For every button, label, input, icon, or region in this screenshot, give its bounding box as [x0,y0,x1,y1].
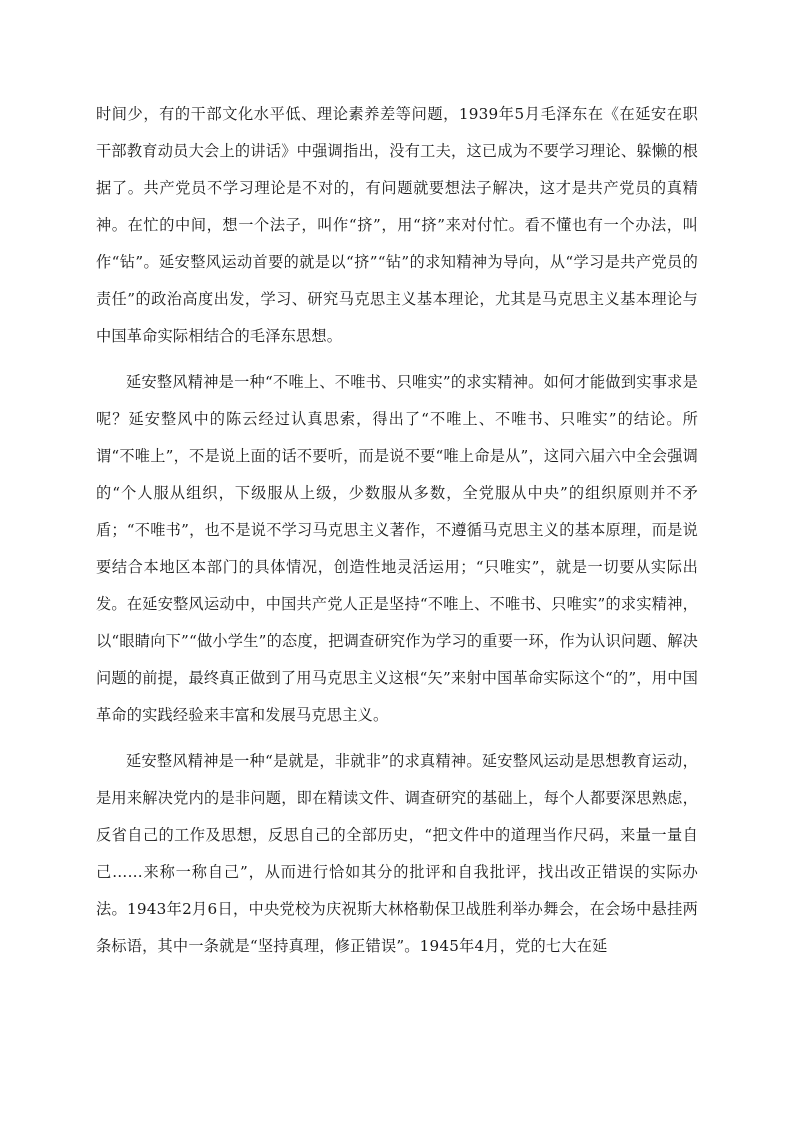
paragraph-seeking-truth-from-facts: 延安整风精神是一种“不唯上、不唯书、只唯实”的求实精神。如何才能做到实事求是呢？延安整风中的陈云经过认真思索，得出了“不唯上、不唯书、只唯实”的结论。所谓“不唯上”，不是说上面的话不要听，而是说不要“唯上命是从”，这同六届六中全会强调的“个人服从组织，下级服从上级，少数服从多数，全党服从中央”的组织原则并不矛盾；“不唯书”，也不是说不学习马克思主义著作，不遵循马克思主义的基本原理，而是说要结合本地区本部门的具体情况，创造性地灵活运用；“只唯实”，就是一切要从实际出发。在延安整风运动中，中国共产党人正是坚持“不唯上、不唯书、只唯实”的求实精神，以“眼睛向下”“做小学生”的态度，把调查研究作为学习的重要一环，作为认识问题、解决问题的前提，最终真正做到了用马克思主义这根“矢”来射中国革命实际这个“的”，用中国革命的实践经验来丰富和发展马克思主义。 [96,373,698,724]
paragraph-continued: 时间少，有的干部文化水平低、理论素养差等问题，1939年5月毛泽东在《在延安在职干部教育动员大会上的讲话》中强调指出，没有工夫，这已成为不要学习理论、躲懒的根据了。共产党员不学习理论是不对的，有问题就要想法子解决，这才是共产党员的真精神。在忙的中间，想一个法子，叫作“挤”，用“挤”来对付忙。看不懂也有一个办法，叫作“钻”。延安整风运动首要的就是以“挤”“钻”的求知精神为导向，从“学习是共产党员的责任”的政治高度出发，学习、研究马克思主义基本理论，尤其是马克思主义基本理论与中国革命实际相结合的毛泽东思想。 [96,105,698,345]
document-page [96,96,698,965]
paragraph-truth-seeking-spirit: 延安整风精神是一种“是就是，非就非”的求真精神。延安整风运动是思想教育运动，是用来解决党内的是非问题，即在精读文件、调查研究的基础上，每个人都要深思熟虑，反省自己的工作及思想，反思自己的全部历史，“把文件中的道理当作尺码，来量一量自己……来称一称自己”，从而进行恰如其分的批评和自我批评，找出改正错误的实际办法。1943年2月6日，中央党校为庆祝斯大林格勒保卫战胜利举办舞会，在会场中悬挂两条标语，其中一条就是“坚持真理，修正错误”。1945年4月，党的七大在延 [96,752,698,955]
